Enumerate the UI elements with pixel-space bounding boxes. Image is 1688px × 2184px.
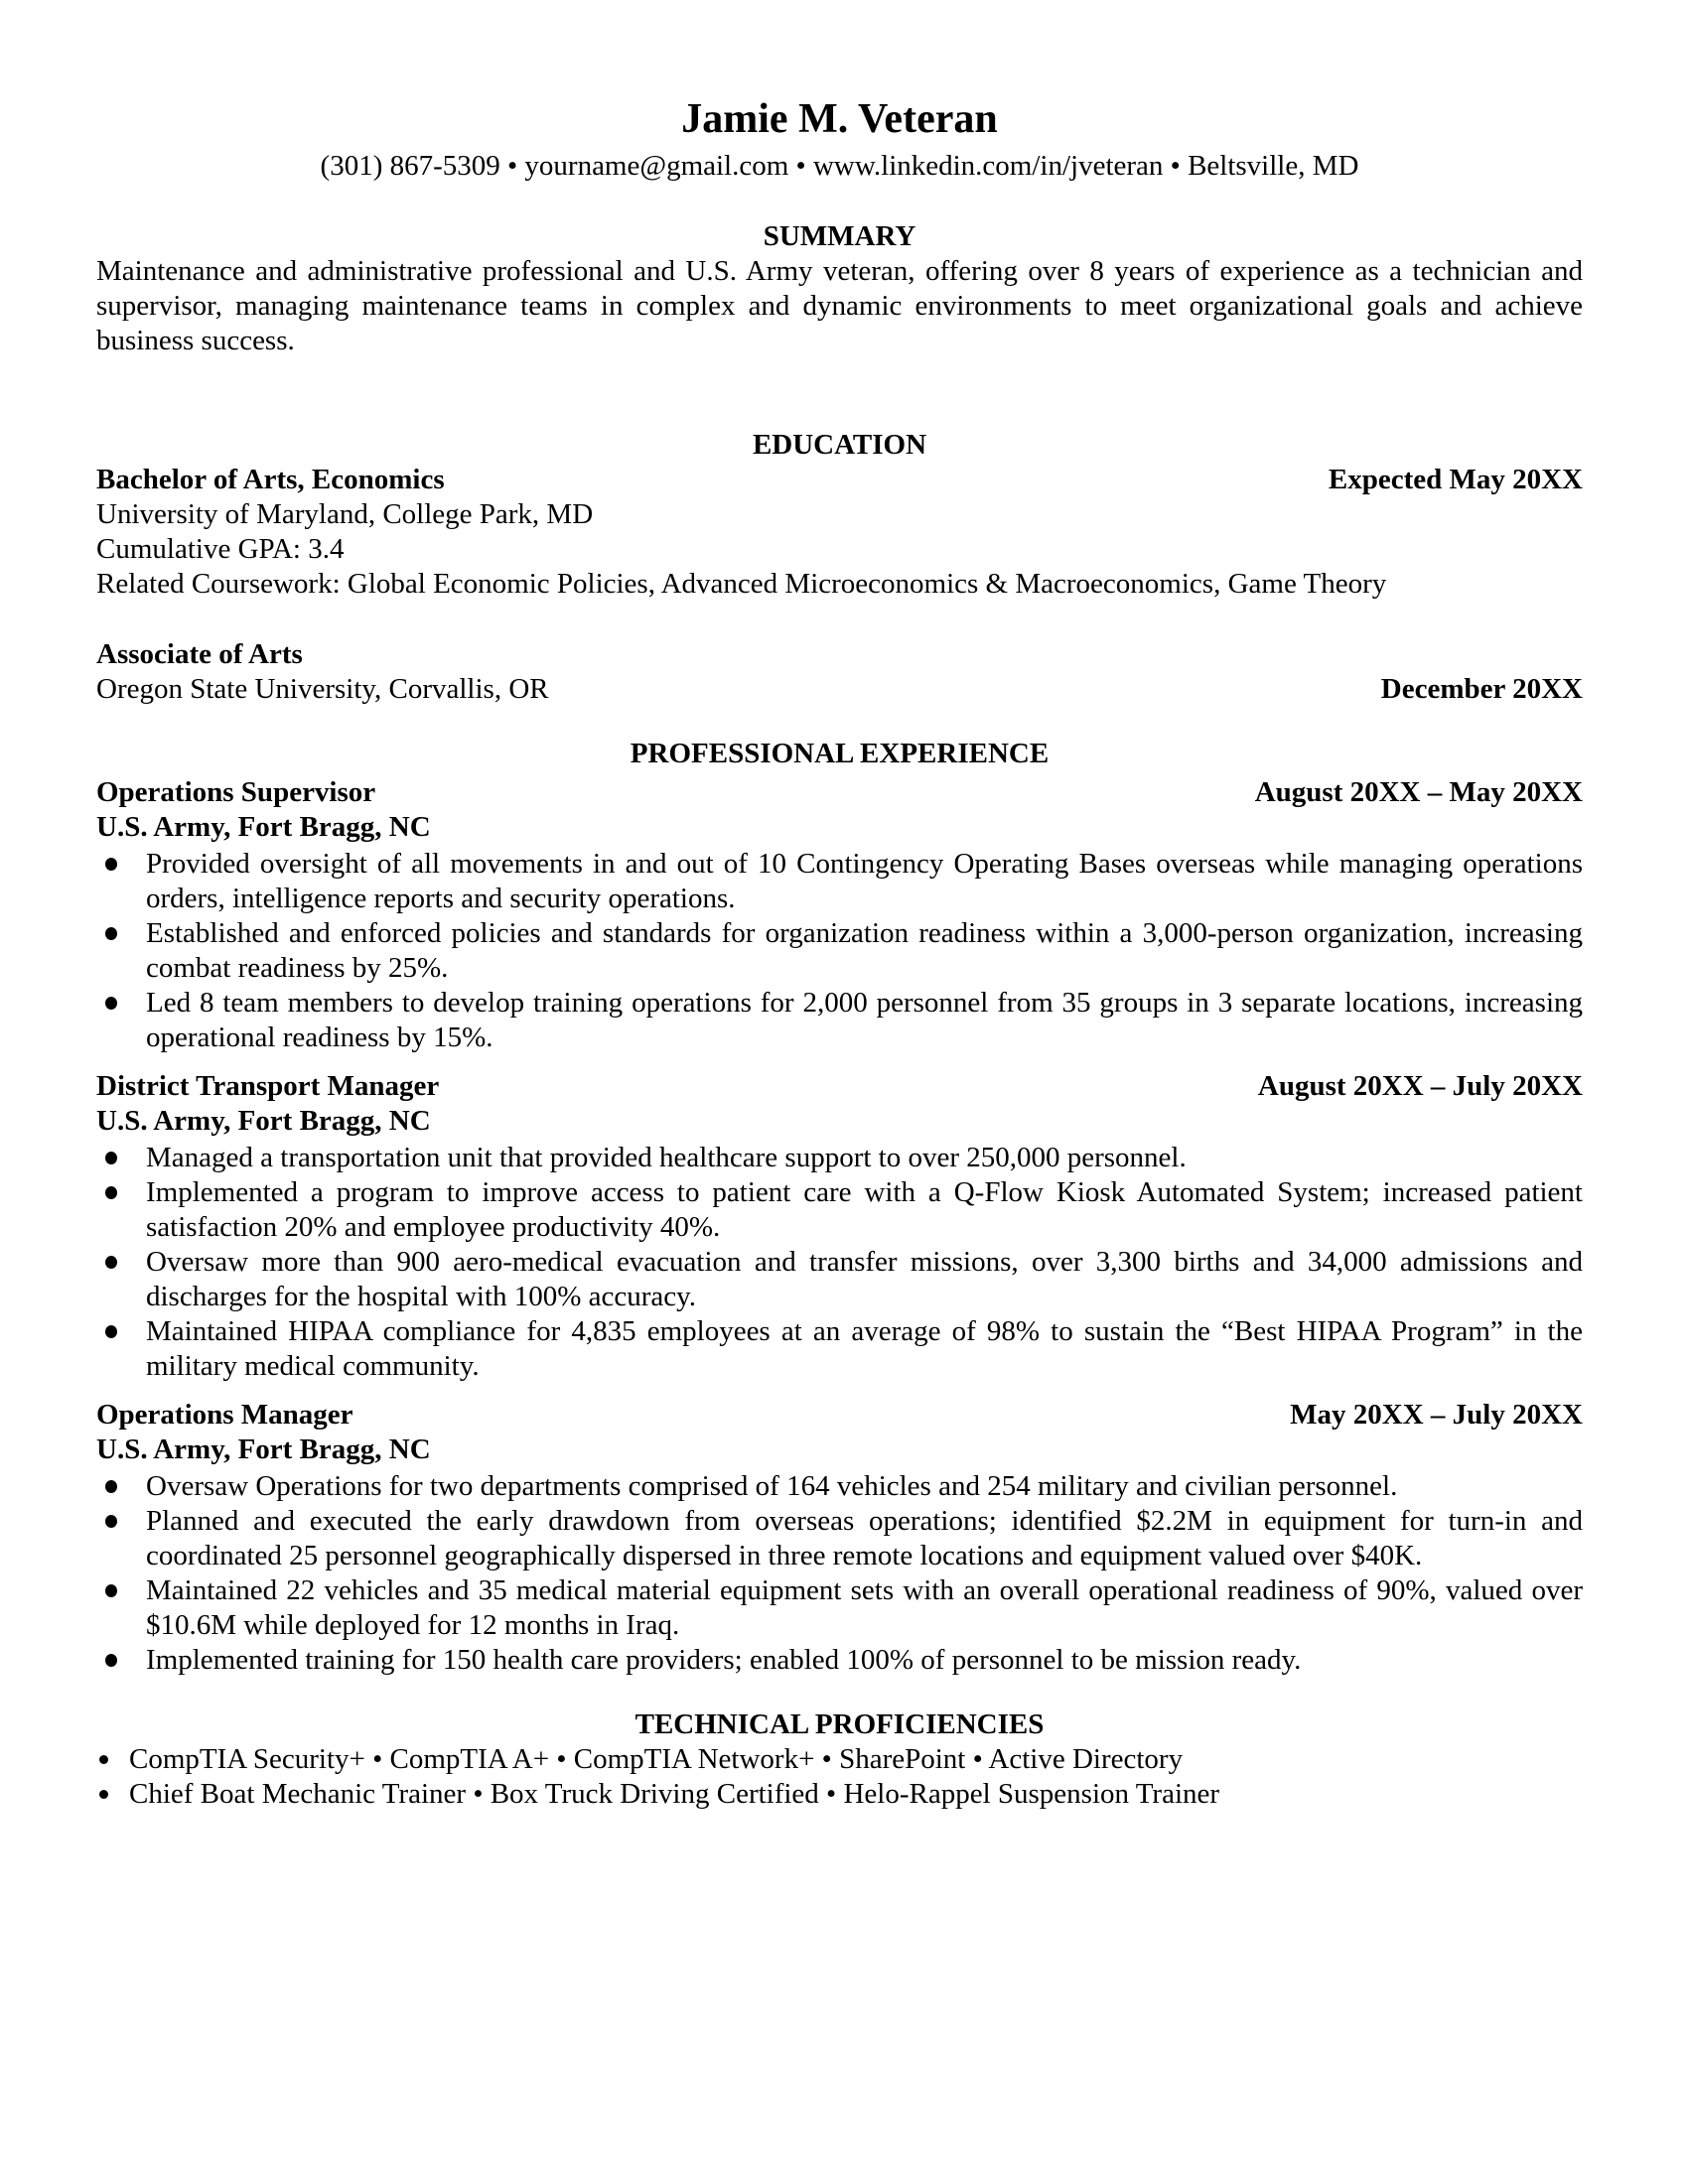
education-heading: EDUCATION (752, 429, 927, 461)
job-title-row (96, 775, 1583, 810)
bullet-item (96, 916, 1583, 986)
bullet-icon (105, 1515, 117, 1528)
summary-text: Maintenance and administrative professional and U.S. Army veteran, offering over 8 years of experience as a technician and supervisor, managing maintenance teams in complex and dynamic environments to meet organizational goals and achieve business success. (96, 255, 1583, 356)
bullet-item (96, 1573, 1583, 1643)
coursework-line: Related Coursework: Global Economic Policies, Advanced Microeconomics & Macroeconomics, Game Theory (96, 568, 1387, 600)
job-org: U.S. Army, Fort Bragg, NC (96, 1433, 431, 1465)
bullet-icon (105, 997, 117, 1010)
bullet-item (96, 847, 1583, 916)
bullet-item (96, 1175, 1583, 1245)
gpa-line: Cumulative GPA: 3.4 (96, 533, 345, 565)
job-dates: August 20XX – July 20XX (1257, 1070, 1583, 1102)
degree-date: December 20XX (1380, 673, 1583, 705)
bullet-icon (105, 1186, 117, 1199)
job-operations-supervisor (96, 775, 1583, 1055)
bullet-text: Planned and executed the early drawdown from overseas operations; identified $2.2M in equipment for turn-in and coordinated 25 personnel geographically dispersed in three remote locations and equipment valued over $40K. (146, 1505, 1583, 1571)
degree-date: Expected May 20XX (1328, 464, 1583, 495)
bullet-text: Maintained HIPAA compliance for 4,835 employees at an average of 98% to sustain the “Best HIPAA Program” in the military medical community. (146, 1315, 1583, 1382)
bullet-text: Oversaw Operations for two departments comprised of 164 vehicles and 254 military and civilian personnel. (146, 1470, 1398, 1502)
bullet-item (96, 1643, 1583, 1678)
bullet-text: Led 8 team members to develop training operations for 2,000 personnel from 35 groups in 3 separate locations, increasing operational readiness by 15%. (146, 987, 1583, 1053)
degree-row (96, 463, 1583, 497)
technical-line-text: CompTIA Security+ • CompTIA A+ • CompTIA Network+ • SharePoint • Active Directory (129, 1743, 1184, 1775)
job-bullets (96, 847, 1583, 1055)
contact-line: (301) 867-5309 • yourname@gmail.com • www.linkedin.com/in/jveteran • Beltsville, MD (320, 150, 1359, 182)
job-title: Operations Manager (96, 1399, 353, 1431)
bullet-icon (105, 1325, 117, 1338)
bullet-item (96, 986, 1583, 1055)
job-title-row (96, 1069, 1583, 1104)
job-dates: August 20XX – May 20XX (1254, 776, 1583, 808)
bullet-icon (99, 1790, 108, 1799)
job-title-row (96, 1398, 1583, 1433)
job-district-transport-manager (96, 1069, 1583, 1384)
bullet-icon (105, 1480, 117, 1493)
job-title: Operations Supervisor (96, 776, 376, 808)
bullet-item (96, 1469, 1583, 1504)
bullet-item (96, 1314, 1583, 1384)
bullet-text: Oversaw more than 900 aero-medical evacuation and transfer missions, over 3,300 births and 34,000 admissions and discharges for the hospital with 100% accuracy. (146, 1246, 1583, 1312)
bullet-icon (105, 1584, 117, 1597)
job-dates: May 20XX – July 20XX (1290, 1399, 1583, 1431)
candidate-name: Jamie M. Veteran (681, 96, 998, 142)
bullet-item (96, 1504, 1583, 1573)
technical-line-text: Chief Boat Mechanic Trainer • Box Truck Driving Certified • Helo-Rappel Suspension Trainer (129, 1778, 1220, 1810)
bullet-icon (105, 1256, 117, 1269)
bullet-text: Established and enforced policies and standards for organization readiness within a 3,000-person organization, increasing combat readiness by 25%. (146, 917, 1583, 984)
bullet-icon (105, 1654, 117, 1667)
school-name: Oregon State University, Corvallis, OR (96, 673, 549, 705)
experience-heading: PROFESSIONAL EXPERIENCE (630, 738, 1050, 769)
technical-line (96, 1777, 1583, 1812)
technical-heading: TECHNICAL PROFICIENCIES (634, 1708, 1045, 1740)
degree-name: Bachelor of Arts, Economics (96, 464, 445, 495)
bullet-icon (105, 927, 117, 940)
job-title: District Transport Manager (96, 1070, 440, 1102)
job-org: U.S. Army, Fort Bragg, NC (96, 1105, 431, 1137)
bullet-text: Implemented training for 150 health care providers; enabled 100% of personnel to be mission ready. (146, 1644, 1302, 1676)
school-row (96, 672, 1583, 707)
bullet-icon (105, 858, 117, 871)
job-bullets (96, 1141, 1583, 1384)
bullet-item (96, 1245, 1583, 1314)
bullet-text: Managed a transportation unit that provided healthcare support to over 250,000 personnel. (146, 1142, 1187, 1173)
bullet-text: Maintained 22 vehicles and 35 medical material equipment sets with an overall operational readiness of 90%, valued over $10.6M while deployed for 12 months in Iraq. (146, 1574, 1583, 1641)
degree-name: Associate of Arts (96, 638, 303, 670)
technical-line (96, 1742, 1583, 1777)
job-bullets (96, 1469, 1583, 1678)
summary-heading: SUMMARY (763, 220, 916, 252)
job-operations-manager (96, 1398, 1583, 1678)
bullet-text: Provided oversight of all movements in and out of 10 Contingency Operating Bases overseas while managing operations orders, intelligence reports and security operations. (146, 848, 1583, 914)
job-org: U.S. Army, Fort Bragg, NC (96, 811, 431, 843)
bullet-item (96, 1141, 1583, 1175)
education-entry-associate (96, 637, 1583, 707)
bullet-icon (105, 1152, 117, 1164)
bullet-text: Implemented a program to improve access to patient care with a Q-Flow Kiosk Automated System; increased patient satisfaction 20% and employee productivity 40%. (146, 1176, 1583, 1243)
education-entry-bachelor (96, 463, 1583, 602)
bullet-icon (99, 1755, 108, 1764)
school-name: University of Maryland, College Park, MD (96, 498, 594, 530)
